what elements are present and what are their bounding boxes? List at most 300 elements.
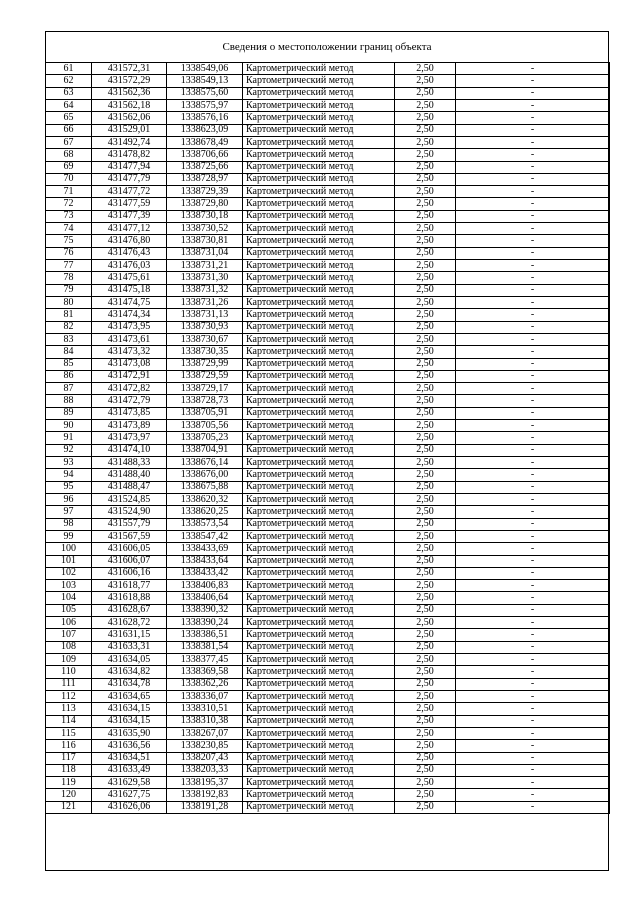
point-number-cell: 95 — [46, 481, 92, 493]
y-coordinate-cell: 1338729,17 — [167, 383, 243, 395]
accuracy-cell: 2,50 — [395, 543, 456, 555]
point-number-cell: 117 — [46, 752, 92, 764]
accuracy-cell: 2,50 — [395, 567, 456, 579]
x-coordinate-cell: 431524,90 — [92, 506, 167, 518]
x-coordinate-cell: 431562,06 — [92, 112, 167, 124]
y-coordinate-cell: 1338729,80 — [167, 198, 243, 210]
point-number-cell: 115 — [46, 727, 92, 739]
description-cell: - — [456, 666, 610, 678]
description-cell: - — [456, 309, 610, 321]
y-coordinate-cell: 1338676,14 — [167, 457, 243, 469]
description-cell: - — [456, 247, 610, 259]
description-cell: - — [456, 161, 610, 173]
description-cell: - — [456, 506, 610, 518]
y-coordinate-cell: 1338207,43 — [167, 752, 243, 764]
x-coordinate-cell: 431492,74 — [92, 136, 167, 148]
table-row — [46, 580, 610, 592]
accuracy-cell: 2,50 — [395, 789, 456, 801]
x-coordinate-cell: 431473,89 — [92, 420, 167, 432]
accuracy-cell: 2,50 — [395, 518, 456, 530]
y-coordinate-cell: 1338310,51 — [167, 703, 243, 715]
x-coordinate-cell: 431488,40 — [92, 469, 167, 481]
x-coordinate-cell: 431473,85 — [92, 407, 167, 419]
point-number-cell: 64 — [46, 99, 92, 111]
method-cell: Картометрический метод — [243, 112, 395, 124]
accuracy-cell: 2,50 — [395, 580, 456, 592]
y-coordinate-cell: 1338730,52 — [167, 223, 243, 235]
description-cell: - — [456, 321, 610, 333]
y-coordinate-cell: 1338730,18 — [167, 210, 243, 222]
method-cell: Картометрический метод — [243, 801, 395, 813]
description-cell: - — [456, 420, 610, 432]
point-number-cell: 112 — [46, 690, 92, 702]
y-coordinate-cell: 1338725,66 — [167, 161, 243, 173]
description-cell: - — [456, 580, 610, 592]
y-coordinate-cell: 1338381,54 — [167, 641, 243, 653]
y-coordinate-cell: 1338573,54 — [167, 518, 243, 530]
method-cell: Картометрический метод — [243, 764, 395, 776]
y-coordinate-cell: 1338731,26 — [167, 296, 243, 308]
point-number-cell: 116 — [46, 740, 92, 752]
table-row — [46, 764, 610, 776]
point-number-cell: 110 — [46, 666, 92, 678]
table-row — [46, 801, 610, 813]
table-row — [46, 247, 610, 259]
point-number-cell: 109 — [46, 654, 92, 666]
point-number-cell: 96 — [46, 493, 92, 505]
y-coordinate-cell: 1338406,64 — [167, 592, 243, 604]
accuracy-cell: 2,50 — [395, 210, 456, 222]
description-cell: - — [456, 567, 610, 579]
table-row — [46, 740, 610, 752]
accuracy-cell: 2,50 — [395, 395, 456, 407]
accuracy-cell: 2,50 — [395, 457, 456, 469]
description-cell: - — [456, 407, 610, 419]
accuracy-cell: 2,50 — [395, 444, 456, 456]
x-coordinate-cell: 431572,31 — [92, 63, 167, 75]
point-number-cell: 71 — [46, 186, 92, 198]
point-number-cell: 93 — [46, 457, 92, 469]
point-number-cell: 80 — [46, 296, 92, 308]
x-coordinate-cell: 431472,79 — [92, 395, 167, 407]
point-number-cell: 114 — [46, 715, 92, 727]
table-row — [46, 678, 610, 690]
x-coordinate-cell: 431634,65 — [92, 690, 167, 702]
method-cell: Картометрический метод — [243, 727, 395, 739]
accuracy-cell: 2,50 — [395, 801, 456, 813]
x-coordinate-cell: 431633,49 — [92, 764, 167, 776]
description-cell: - — [456, 752, 610, 764]
accuracy-cell: 2,50 — [395, 260, 456, 272]
description-cell: - — [456, 395, 610, 407]
point-number-cell: 84 — [46, 346, 92, 358]
accuracy-cell: 2,50 — [395, 654, 456, 666]
point-number-cell: 65 — [46, 112, 92, 124]
y-coordinate-cell: 1338336,07 — [167, 690, 243, 702]
point-number-cell: 61 — [46, 63, 92, 75]
method-cell: Картометрический метод — [243, 457, 395, 469]
description-cell: - — [456, 789, 610, 801]
y-coordinate-cell: 1338310,38 — [167, 715, 243, 727]
accuracy-cell: 2,50 — [395, 420, 456, 432]
description-cell: - — [456, 777, 610, 789]
method-cell: Картометрический метод — [243, 678, 395, 690]
point-number-cell: 62 — [46, 75, 92, 87]
y-coordinate-cell: 1338203,33 — [167, 764, 243, 776]
accuracy-cell: 2,50 — [395, 99, 456, 111]
description-cell: - — [456, 740, 610, 752]
accuracy-cell: 2,50 — [395, 75, 456, 87]
table-row — [46, 715, 610, 727]
method-cell: Картометрический метод — [243, 469, 395, 481]
description-cell: - — [456, 444, 610, 456]
description-cell: - — [456, 555, 610, 567]
accuracy-cell: 2,50 — [395, 777, 456, 789]
table-row — [46, 493, 610, 505]
method-cell: Картометрический метод — [243, 555, 395, 567]
coordinates-table — [45, 62, 610, 814]
x-coordinate-cell: 431629,58 — [92, 777, 167, 789]
table-row — [46, 432, 610, 444]
method-cell: Картометрический метод — [243, 715, 395, 727]
accuracy-cell: 2,50 — [395, 112, 456, 124]
point-number-cell: 89 — [46, 407, 92, 419]
x-coordinate-cell: 431476,80 — [92, 235, 167, 247]
method-cell: Картометрический метод — [243, 173, 395, 185]
method-cell: Картометрический метод — [243, 75, 395, 87]
y-coordinate-cell: 1338730,35 — [167, 346, 243, 358]
table-row — [46, 321, 610, 333]
method-cell: Картометрический метод — [243, 186, 395, 198]
accuracy-cell: 2,50 — [395, 173, 456, 185]
table-row — [46, 358, 610, 370]
description-cell: - — [456, 99, 610, 111]
y-coordinate-cell: 1338730,93 — [167, 321, 243, 333]
x-coordinate-cell: 431473,08 — [92, 358, 167, 370]
y-coordinate-cell: 1338620,25 — [167, 506, 243, 518]
description-cell: - — [456, 801, 610, 813]
table-row — [46, 395, 610, 407]
description-cell: - — [456, 136, 610, 148]
point-number-cell: 88 — [46, 395, 92, 407]
description-cell: - — [456, 703, 610, 715]
y-coordinate-cell: 1338575,97 — [167, 99, 243, 111]
accuracy-cell: 2,50 — [395, 309, 456, 321]
table-row — [46, 112, 610, 124]
point-number-cell: 101 — [46, 555, 92, 567]
table-row — [46, 666, 610, 678]
y-coordinate-cell: 1338729,59 — [167, 370, 243, 382]
y-coordinate-cell: 1338623,09 — [167, 124, 243, 136]
description-cell: - — [456, 112, 610, 124]
accuracy-cell: 2,50 — [395, 555, 456, 567]
point-number-cell: 79 — [46, 284, 92, 296]
table-row — [46, 604, 610, 616]
y-coordinate-cell: 1338230,85 — [167, 740, 243, 752]
description-cell: - — [456, 432, 610, 444]
method-cell: Картометрический метод — [243, 370, 395, 382]
y-coordinate-cell: 1338729,99 — [167, 358, 243, 370]
y-coordinate-cell: 1338620,32 — [167, 493, 243, 505]
point-number-cell: 92 — [46, 444, 92, 456]
x-coordinate-cell: 431634,51 — [92, 752, 167, 764]
x-coordinate-cell: 431477,39 — [92, 210, 167, 222]
table-row — [46, 210, 610, 222]
y-coordinate-cell: 1338192,83 — [167, 789, 243, 801]
description-cell: - — [456, 457, 610, 469]
x-coordinate-cell: 431562,18 — [92, 99, 167, 111]
point-number-cell: 82 — [46, 321, 92, 333]
y-coordinate-cell: 1338195,37 — [167, 777, 243, 789]
x-coordinate-cell: 431567,59 — [92, 530, 167, 542]
x-coordinate-cell: 431618,88 — [92, 592, 167, 604]
point-number-cell: 76 — [46, 247, 92, 259]
y-coordinate-cell: 1338676,00 — [167, 469, 243, 481]
y-coordinate-cell: 1338433,69 — [167, 543, 243, 555]
accuracy-cell: 2,50 — [395, 629, 456, 641]
point-number-cell: 72 — [46, 198, 92, 210]
x-coordinate-cell: 431606,05 — [92, 543, 167, 555]
description-cell: - — [456, 604, 610, 616]
y-coordinate-cell: 1338390,24 — [167, 617, 243, 629]
method-cell: Картометрический метод — [243, 530, 395, 542]
method-cell: Картометрический метод — [243, 358, 395, 370]
x-coordinate-cell: 431473,32 — [92, 346, 167, 358]
accuracy-cell: 2,50 — [395, 432, 456, 444]
accuracy-cell: 2,50 — [395, 469, 456, 481]
x-coordinate-cell: 431477,12 — [92, 223, 167, 235]
accuracy-cell: 2,50 — [395, 604, 456, 616]
x-coordinate-cell: 431557,79 — [92, 518, 167, 530]
description-cell: - — [456, 493, 610, 505]
table-row — [46, 284, 610, 296]
point-number-cell: 106 — [46, 617, 92, 629]
accuracy-cell: 2,50 — [395, 161, 456, 173]
table-row — [46, 469, 610, 481]
x-coordinate-cell: 431618,77 — [92, 580, 167, 592]
method-cell: Картометрический метод — [243, 493, 395, 505]
accuracy-cell: 2,50 — [395, 198, 456, 210]
x-coordinate-cell: 431476,03 — [92, 260, 167, 272]
x-coordinate-cell: 431562,36 — [92, 87, 167, 99]
x-coordinate-cell: 431606,16 — [92, 567, 167, 579]
x-coordinate-cell: 431473,61 — [92, 333, 167, 345]
accuracy-cell: 2,50 — [395, 296, 456, 308]
method-cell: Картометрический метод — [243, 198, 395, 210]
method-cell: Картометрический метод — [243, 99, 395, 111]
table-row — [46, 260, 610, 272]
method-cell: Картометрический метод — [243, 210, 395, 222]
description-cell: - — [456, 235, 610, 247]
x-coordinate-cell: 431473,97 — [92, 432, 167, 444]
accuracy-cell: 2,50 — [395, 272, 456, 284]
description-cell: - — [456, 173, 610, 185]
table-row — [46, 592, 610, 604]
x-coordinate-cell: 431606,07 — [92, 555, 167, 567]
accuracy-cell: 2,50 — [395, 493, 456, 505]
method-cell: Картометрический метод — [243, 690, 395, 702]
point-number-cell: 102 — [46, 567, 92, 579]
method-cell: Картометрический метод — [243, 777, 395, 789]
description-cell: - — [456, 690, 610, 702]
method-cell: Картометрический метод — [243, 321, 395, 333]
y-coordinate-cell: 1338731,32 — [167, 284, 243, 296]
point-number-cell: 74 — [46, 223, 92, 235]
y-coordinate-cell: 1338576,16 — [167, 112, 243, 124]
document-title: Сведения о местоположении границ объекта — [222, 41, 432, 53]
x-coordinate-cell: 431634,15 — [92, 715, 167, 727]
method-cell: Картометрический метод — [243, 641, 395, 653]
point-number-cell: 108 — [46, 641, 92, 653]
y-coordinate-cell: 1338267,07 — [167, 727, 243, 739]
description-cell: - — [456, 198, 610, 210]
x-coordinate-cell: 431488,33 — [92, 457, 167, 469]
x-coordinate-cell: 431477,79 — [92, 173, 167, 185]
table-row — [46, 457, 610, 469]
y-coordinate-cell: 1338386,51 — [167, 629, 243, 641]
point-number-cell: 99 — [46, 530, 92, 542]
accuracy-cell: 2,50 — [395, 149, 456, 161]
point-number-cell: 98 — [46, 518, 92, 530]
accuracy-cell: 2,50 — [395, 333, 456, 345]
x-coordinate-cell: 431628,67 — [92, 604, 167, 616]
accuracy-cell: 2,50 — [395, 383, 456, 395]
method-cell: Картометрический метод — [243, 87, 395, 99]
method-cell: Картометрический метод — [243, 518, 395, 530]
accuracy-cell: 2,50 — [395, 764, 456, 776]
y-coordinate-cell: 1338549,13 — [167, 75, 243, 87]
description-cell: - — [456, 530, 610, 542]
description-cell: - — [456, 629, 610, 641]
accuracy-cell: 2,50 — [395, 235, 456, 247]
y-coordinate-cell: 1338704,91 — [167, 444, 243, 456]
x-coordinate-cell: 431529,01 — [92, 124, 167, 136]
accuracy-cell: 2,50 — [395, 346, 456, 358]
y-coordinate-cell: 1338705,91 — [167, 407, 243, 419]
table-row — [46, 235, 610, 247]
point-number-cell: 120 — [46, 789, 92, 801]
point-number-cell: 81 — [46, 309, 92, 321]
table-row — [46, 149, 610, 161]
x-coordinate-cell: 431634,78 — [92, 678, 167, 690]
y-coordinate-cell: 1338549,06 — [167, 63, 243, 75]
y-coordinate-cell: 1338406,83 — [167, 580, 243, 592]
point-number-cell: 94 — [46, 469, 92, 481]
x-coordinate-cell: 431628,72 — [92, 617, 167, 629]
description-cell: - — [456, 333, 610, 345]
description-cell: - — [456, 592, 610, 604]
method-cell: Картометрический метод — [243, 136, 395, 148]
description-cell: - — [456, 63, 610, 75]
y-coordinate-cell: 1338731,13 — [167, 309, 243, 321]
method-cell: Картометрический метод — [243, 284, 395, 296]
accuracy-cell: 2,50 — [395, 530, 456, 542]
point-number-cell: 121 — [46, 801, 92, 813]
method-cell: Картометрический метод — [243, 395, 395, 407]
accuracy-cell: 2,50 — [395, 617, 456, 629]
table-row — [46, 506, 610, 518]
accuracy-cell: 2,50 — [395, 715, 456, 727]
accuracy-cell: 2,50 — [395, 481, 456, 493]
point-number-cell: 75 — [46, 235, 92, 247]
point-number-cell: 70 — [46, 173, 92, 185]
table-row — [46, 690, 610, 702]
method-cell: Картометрический метод — [243, 296, 395, 308]
table-row — [46, 518, 610, 530]
table-row — [46, 370, 610, 382]
x-coordinate-cell: 431631,15 — [92, 629, 167, 641]
method-cell: Картометрический метод — [243, 703, 395, 715]
y-coordinate-cell: 1338728,73 — [167, 395, 243, 407]
table-row — [46, 444, 610, 456]
method-cell: Картометрический метод — [243, 223, 395, 235]
description-cell: - — [456, 210, 610, 222]
description-cell: - — [456, 654, 610, 666]
method-cell: Картометрический метод — [243, 260, 395, 272]
x-coordinate-cell: 431627,75 — [92, 789, 167, 801]
table-row — [46, 63, 610, 75]
y-coordinate-cell: 1338547,42 — [167, 530, 243, 542]
method-cell: Картометрический метод — [243, 580, 395, 592]
accuracy-cell: 2,50 — [395, 506, 456, 518]
x-coordinate-cell: 431475,61 — [92, 272, 167, 284]
accuracy-cell: 2,50 — [395, 641, 456, 653]
description-cell: - — [456, 383, 610, 395]
y-coordinate-cell: 1338705,56 — [167, 420, 243, 432]
point-number-cell: 66 — [46, 124, 92, 136]
y-coordinate-cell: 1338575,60 — [167, 87, 243, 99]
method-cell: Картометрический метод — [243, 63, 395, 75]
coordinates-sheet — [45, 31, 609, 871]
method-cell: Картометрический метод — [243, 481, 395, 493]
x-coordinate-cell: 431474,75 — [92, 296, 167, 308]
point-number-cell: 73 — [46, 210, 92, 222]
x-coordinate-cell: 431474,34 — [92, 309, 167, 321]
method-cell: Картометрический метод — [243, 124, 395, 136]
method-cell: Картометрический метод — [243, 666, 395, 678]
y-coordinate-cell: 1338730,81 — [167, 235, 243, 247]
method-cell: Картометрический метод — [243, 506, 395, 518]
x-coordinate-cell: 431524,85 — [92, 493, 167, 505]
table-row — [46, 703, 610, 715]
table-row — [46, 407, 610, 419]
accuracy-cell: 2,50 — [395, 752, 456, 764]
method-cell: Картометрический метод — [243, 629, 395, 641]
accuracy-cell: 2,50 — [395, 284, 456, 296]
y-coordinate-cell: 1338433,64 — [167, 555, 243, 567]
y-coordinate-cell: 1338731,04 — [167, 247, 243, 259]
point-number-cell: 87 — [46, 383, 92, 395]
y-coordinate-cell: 1338730,67 — [167, 333, 243, 345]
y-coordinate-cell: 1338369,58 — [167, 666, 243, 678]
method-cell: Картометрический метод — [243, 567, 395, 579]
accuracy-cell: 2,50 — [395, 370, 456, 382]
point-number-cell: 90 — [46, 420, 92, 432]
accuracy-cell: 2,50 — [395, 690, 456, 702]
description-cell: - — [456, 223, 610, 235]
y-coordinate-cell: 1338191,28 — [167, 801, 243, 813]
description-cell: - — [456, 641, 610, 653]
accuracy-cell: 2,50 — [395, 407, 456, 419]
x-coordinate-cell: 431478,82 — [92, 149, 167, 161]
x-coordinate-cell: 431634,82 — [92, 666, 167, 678]
y-coordinate-cell: 1338377,45 — [167, 654, 243, 666]
y-coordinate-cell: 1338731,21 — [167, 260, 243, 272]
description-cell: - — [456, 370, 610, 382]
y-coordinate-cell: 1338362,26 — [167, 678, 243, 690]
accuracy-cell: 2,50 — [395, 678, 456, 690]
accuracy-cell: 2,50 — [395, 592, 456, 604]
